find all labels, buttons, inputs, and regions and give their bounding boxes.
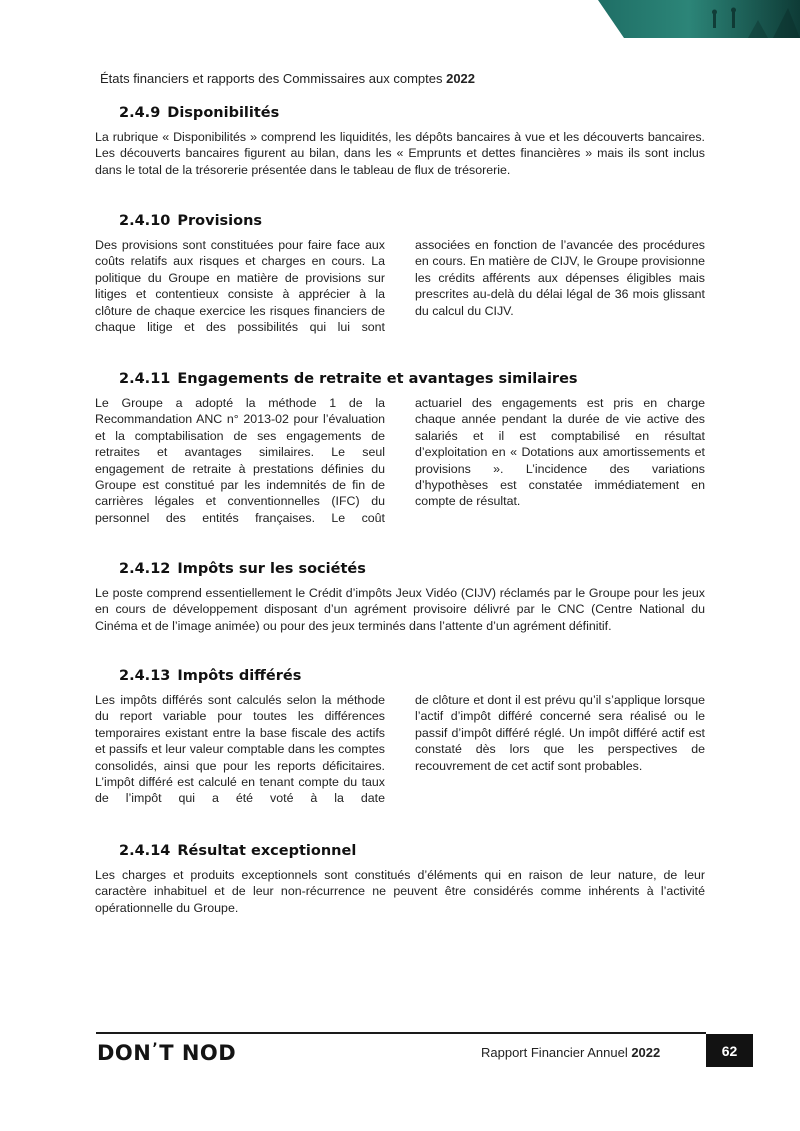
left-column-paragraph: Des provisions sont constituées pour faire face aux coûts relatifs aux risques et charges en cours. La politique du Groupe en matière de provisions sur litiges et contentieux consiste à apprécier à la clôture de chaque exercice les risques financiers de chaque litige et des possibilités qui lui sont	[95, 238, 385, 335]
logo-apostrophe: ’	[152, 1041, 159, 1057]
right-column-paragraph: de clôture et dont il est prévu qu’il s’applique lorsque l’actif d’impôt différé concerné sera réalisé ou le passif d’impôt différé réglé. Un impôt différé actif est constaté dès lors que les perspectives de recouvrement de cet actif sont probables.	[415, 693, 705, 773]
section-number: 2.4.9	[119, 105, 161, 121]
section-provisions	[95, 213, 705, 335]
page-number: 62	[721, 1042, 738, 1059]
section-number: 2.4.10	[119, 213, 171, 229]
section-title: Engagements de retraite et avantages similaires	[177, 371, 578, 387]
section-heading	[119, 371, 705, 387]
section-title: Résultat exceptionnel	[177, 843, 357, 859]
section-title: Disponibilités	[167, 105, 280, 121]
logo-text-part1: DON	[97, 1041, 152, 1065]
page-number-badge	[706, 1034, 753, 1067]
footer-divider	[96, 1032, 706, 1034]
section-disponibilites	[95, 105, 705, 178]
dontnod-logo	[97, 1041, 236, 1065]
footer-report-text: Rapport Financier Annuel	[481, 1045, 628, 1060]
header-corner-banner	[598, 0, 800, 38]
section-title: Provisions	[177, 213, 263, 229]
logo-text-part2: T NOD	[159, 1041, 237, 1065]
section-paragraph: Les charges et produits exceptionnels sont constitués d’éléments qui en raison de leur nature, de leur caractère inhabituel et de leur non-récurrence ne peuvent être considérés comme inhérents à l’activité opérationnelle du Groupe.	[95, 868, 705, 915]
section-number: 2.4.11	[119, 371, 171, 387]
right-column-paragraph: actuariel des engagements est pris en charge chaque année pendant la durée de vie active des salariés et il est comptabilisé en résultat d’exploitation en « Dotations aux amortissements et provisions ». L’incidence des variations d’hypothèses est constatée immédiatement en compte de résultat.	[415, 396, 705, 509]
left-column-paragraph: Les impôts différés sont calculés selon la méthode du report variable pour toutes les différences temporaires existant entre la base fiscale des actifs et passifs et leur valeur comptable dans les comptes consolidés, ainsi que pour les reports déficitaires. L’impôt différé est calculé en tenant compte du taux de l’impôt qui a été voté à la date	[95, 693, 385, 806]
section-resultat-exceptionnel	[95, 843, 705, 916]
left-column-paragraph: Le Groupe a adopté la méthode 1 de la Recommandation ANC n° 2013-02 pour l’évaluation et la comptabilisation de ses engagements de retraites et avantages similaires. Le seul engagement de retraite à prestations définies du Groupe est constitué par les indemnités de fin de carrières légales et conventionnelles (IFC) du personnel des entités françaises. Le coût	[95, 396, 385, 525]
section-impots-societes	[95, 561, 705, 634]
section-title: Impôts sur les sociétés	[177, 561, 366, 577]
section-number: 2.4.12	[119, 561, 171, 577]
running-header-year: 2022	[446, 71, 476, 86]
running-header	[100, 71, 475, 86]
right-column-paragraph: associées en fonction de l’avancée des procédures en cours. En matière de CIJV, le Groupe provisionne les crédits afférents aux dépenses éligibles mais prescrites au-delà du délai légal de 36 mois glissant du calcul du CIJV.	[415, 238, 705, 318]
section-heading	[119, 561, 705, 577]
footer-report-year: 2022	[631, 1045, 661, 1060]
two-column-text	[95, 692, 705, 807]
section-heading	[119, 843, 705, 859]
section-title: Impôts différés	[177, 668, 302, 684]
two-column-text	[95, 395, 705, 526]
section-heading	[119, 668, 705, 684]
section-heading	[119, 105, 705, 121]
two-column-text	[95, 237, 705, 335]
section-impots-differes	[95, 668, 705, 807]
section-paragraph: Le poste comprend essentiellement le Crédit d’impôts Jeux Vidéo (CIJV) réclamés par le Groupe pour les jeux en cours de développement disposant d’un agrément provisoire délivré par le CNC (Centre National du Cinéma et de l’image animée) ou pour des jeux terminés dans l’attente d’un agrément définitif.	[95, 586, 705, 633]
section-number: 2.4.14	[119, 843, 171, 859]
running-header-text: États financiers et rapports des Commissaires aux comptes	[100, 71, 443, 86]
footer-report-title	[481, 1045, 660, 1060]
section-heading	[119, 213, 705, 229]
section-engagements-retraite	[95, 371, 705, 526]
section-number: 2.4.13	[119, 668, 171, 684]
section-paragraph: La rubrique « Disponibilités » comprend les liquidités, les dépôts bancaires à vue et les découverts bancaires. Les découverts bancaires figurent au bilan, dans les « Emprunts et dettes financières » mais ils sont inclus dans le total de la trésorerie présentée dans le tableau de flux de trésorerie.	[95, 130, 705, 177]
